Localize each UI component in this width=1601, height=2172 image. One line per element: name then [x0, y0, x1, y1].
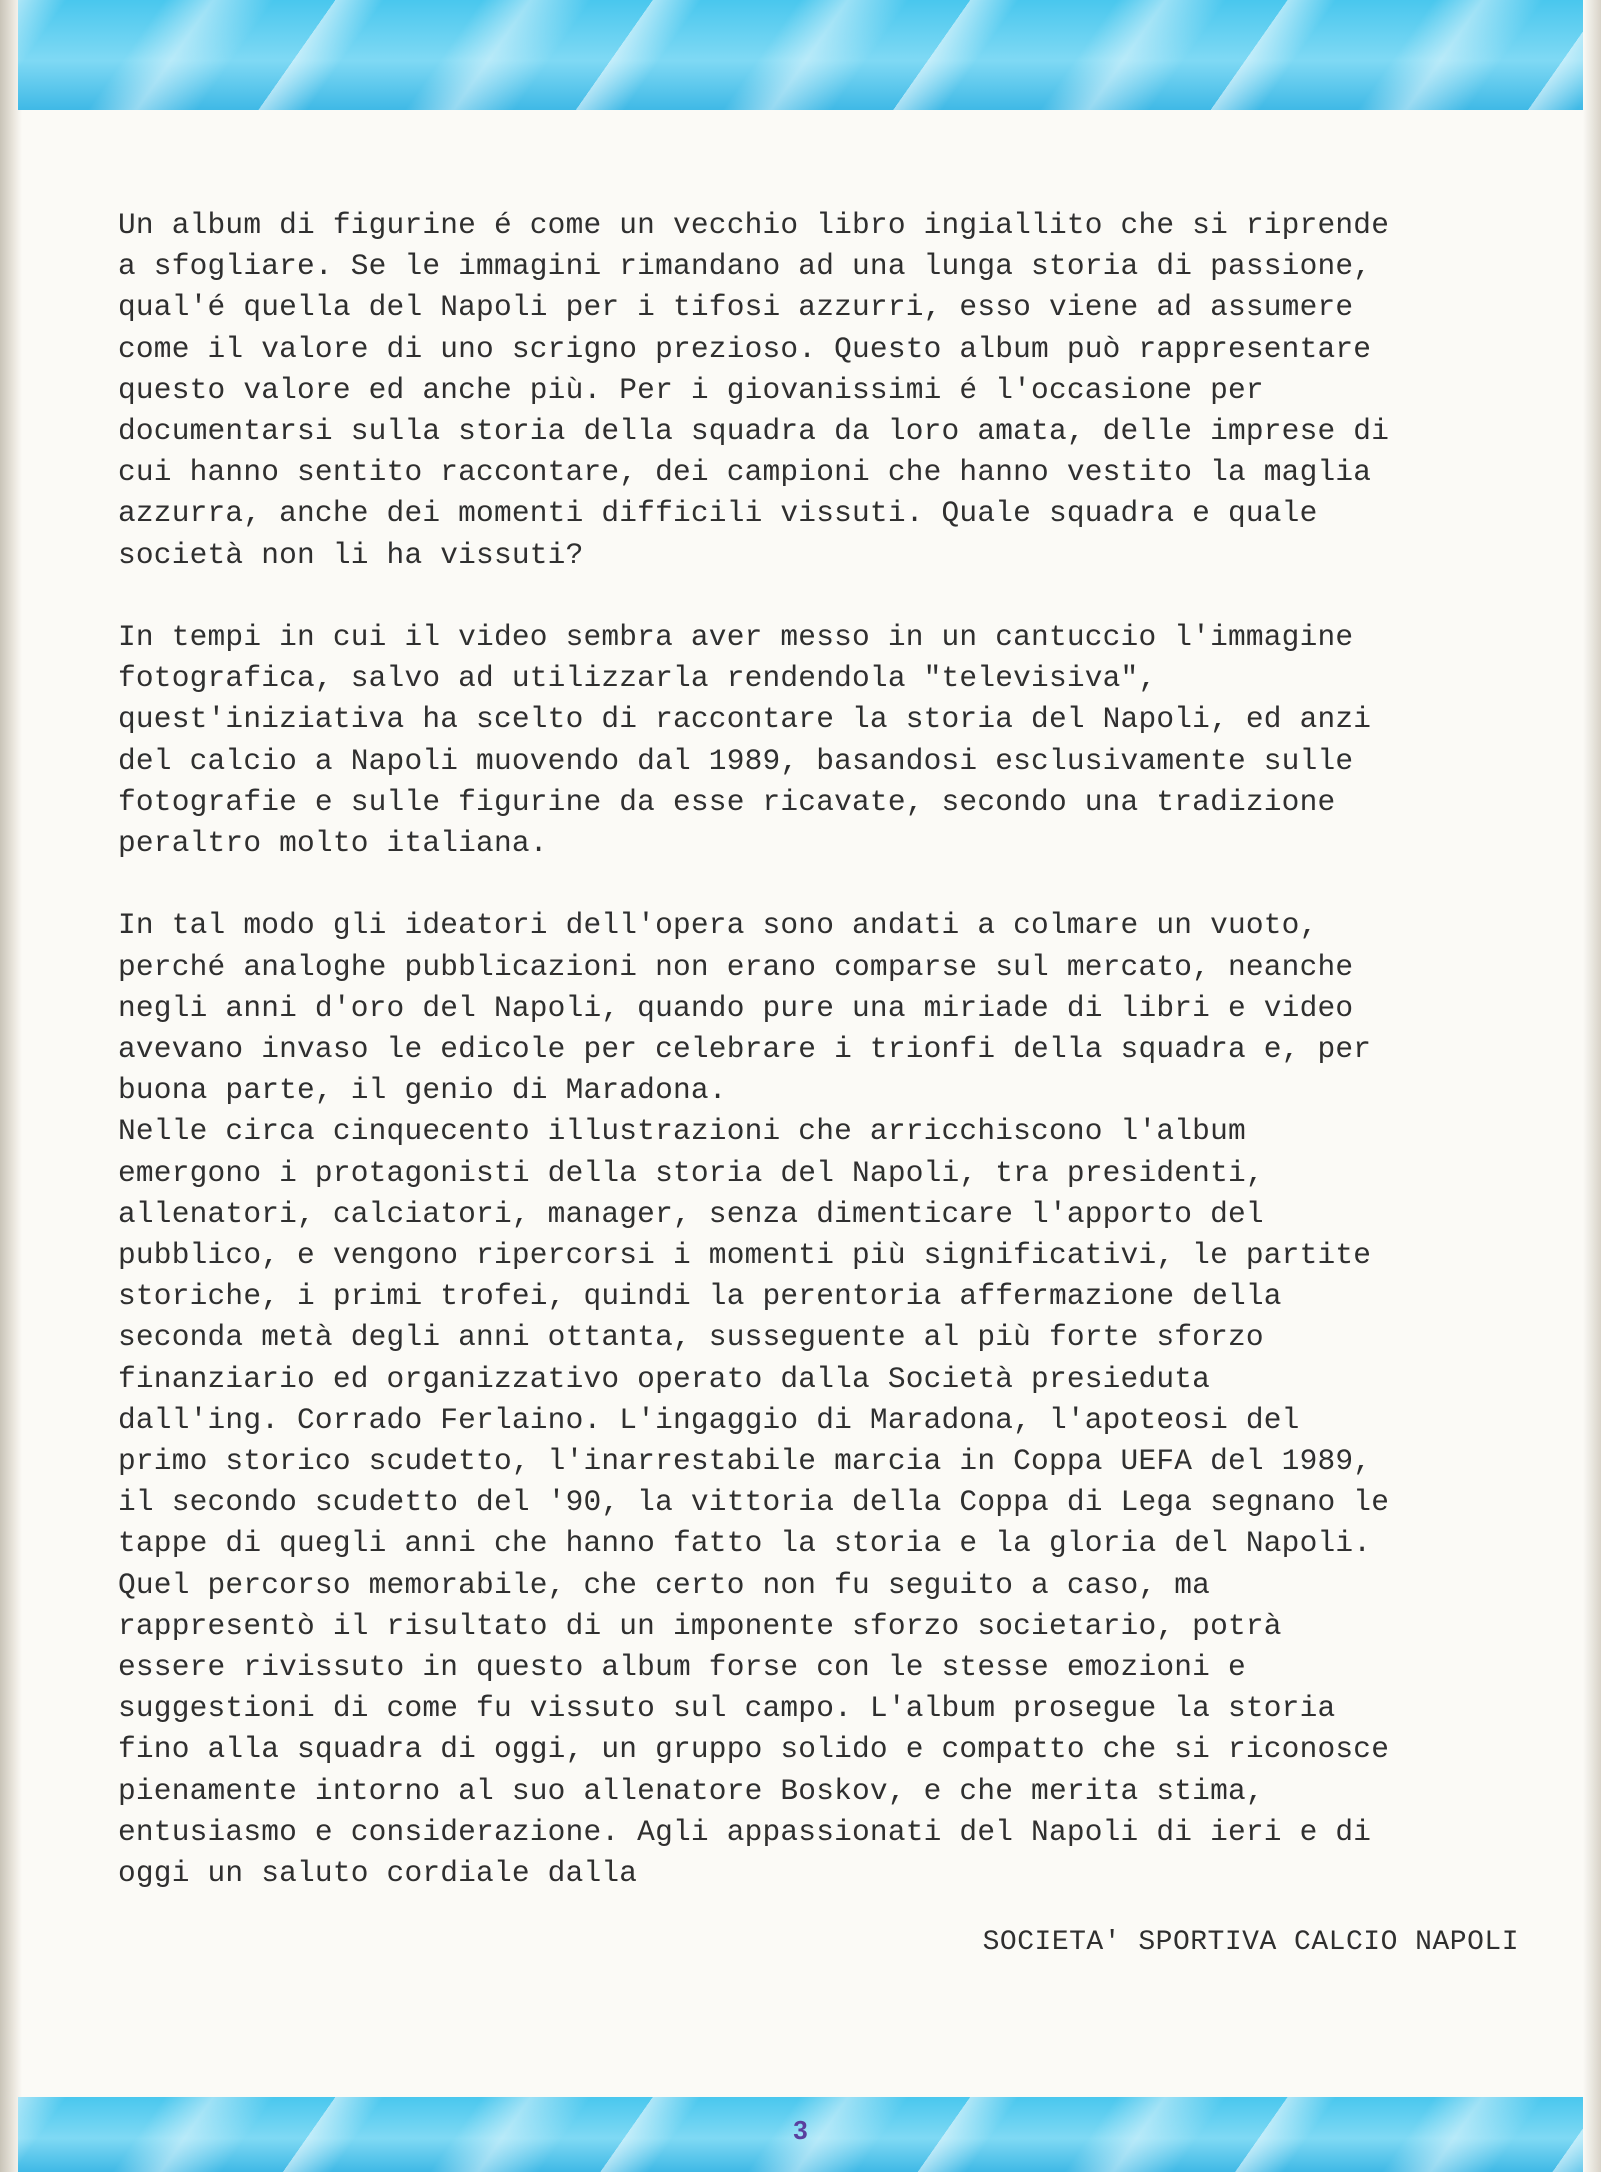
paragraph-gap [118, 864, 1538, 905]
text-line: a sfogliare. Se le immagini rimandano ad una lunga storia di passione, [118, 249, 1372, 284]
text-line: buona parte, il genio di Maradona. [118, 1073, 727, 1108]
text-line: Nelle circa cinquecento illustrazioni che arricchiscono l'album [118, 1114, 1246, 1149]
text-line: azzurra, anche dei momenti difficili vissuti. Quale squadra e quale [118, 496, 1318, 531]
text-line: In tal modo gli ideatori dell'opera sono andati a colmare un vuoto, [118, 908, 1318, 943]
text-line: rappresentò il risultato di un imponente sforzo societario, potrà [118, 1608, 1282, 1643]
bottom-decorative-band [18, 2097, 1583, 2172]
text-line: del calcio a Napoli muovendo dal 1989, basandosi esclusivamente sulle [118, 743, 1354, 778]
text-line: società non li ha vissuti? [118, 537, 584, 572]
text-line: Un album di figurine é come un vecchio libro ingiallito che si riprende [118, 208, 1390, 242]
signature: SOCIETA' SPORTIVA CALCIO NAPOLI [982, 1927, 1519, 1958]
top-decorative-band [18, 0, 1583, 110]
text-line: peraltro molto italiana. [118, 826, 548, 861]
paragraph-1 [118, 205, 1538, 576]
text-line: essere rivissuto in questo album forse con le stesse emozioni e [118, 1650, 1246, 1685]
text-line: pienamente intorno al suo allenatore Boskov, e che merita stima, [118, 1773, 1264, 1808]
text-line: cui hanno sentito raccontare, dei campioni che hanno vestito la maglia [118, 455, 1372, 490]
text-line: finanziario ed organizzativo operato dalla Società presieduta [118, 1361, 1211, 1396]
text-line: avevano invaso le edicole per celebrare i trionfi della squadra e, per [118, 1032, 1372, 1067]
text-line: Quel percorso memorabile, che certo non fu seguito a caso, ma [118, 1567, 1211, 1602]
text-line: emergono i protagonisti della storia del Napoli, tra presidenti, [118, 1155, 1264, 1190]
text-line: negli anni d'oro del Napoli, quando pure una miriade di libri e video [118, 990, 1354, 1025]
text-line: pubblico, e vengono ripercorsi i momenti più significativi, le partite [118, 1238, 1372, 1273]
text-line: fotografie e sulle figurine da esse ricavate, secondo una tradizione [118, 784, 1336, 819]
text-line: In tempi in cui il video sembra aver messo in un cantuccio l'immagine [118, 620, 1354, 655]
text-line: fino alla squadra di oggi, un gruppo solido e compatto che si riconosce [118, 1732, 1390, 1767]
text-line: oggi un saluto cordiale dalla [118, 1856, 638, 1891]
text-line: dall'ing. Corrado Ferlaino. L'ingaggio di Maradona, l'apoteosi del [118, 1402, 1300, 1437]
text-line: fotografica, salvo ad utilizzarla rendendola "televisiva", [118, 661, 1157, 696]
text-line: seconda metà degli anni ottanta, susseguente al più forte sforzo [118, 1320, 1264, 1355]
text-line: allenatori, calciatori, manager, senza dimenticare l'apporto del [118, 1196, 1264, 1231]
paragraph-gap [118, 576, 1538, 617]
page-number: 3 [793, 2115, 808, 2145]
text-line: primo storico scudetto, l'inarrestabile marcia in Coppa UEFA del 1989, [118, 1444, 1372, 1479]
text-line: tappe di quegli anni che hanno fatto la storia e la gloria del Napoli. [118, 1526, 1372, 1561]
text-line: il secondo scudetto del '90, la vittoria della Coppa di Lega segnano le [118, 1485, 1390, 1520]
text-line: documentarsi sulla storia della squadra da loro amata, delle imprese di [118, 414, 1390, 449]
body-text [118, 205, 1538, 1894]
paragraph-2 [118, 617, 1538, 864]
paragraph-3 [118, 905, 1538, 1894]
text-line: entusiasmo e considerazione. Agli appassionati del Napoli di ieri e di [118, 1814, 1372, 1849]
text-line: suggestioni di come fu vissuto sul campo. L'album prosegue la storia [118, 1691, 1336, 1726]
text-line: perché analoghe pubblicazioni non erano comparse sul mercato, neanche [118, 949, 1354, 984]
text-line: quest'iniziativa ha scelto di raccontare la storia del Napoli, ed anzi [118, 702, 1372, 737]
text-line: questo valore ed anche più. Per i giovanissimi é l'occasione per [118, 372, 1264, 407]
page-right-edge [1583, 0, 1601, 2172]
text-line: come il valore di uno scrigno prezioso. Questo album può rappresentare [118, 331, 1372, 366]
text-line: qual'é quella del Napoli per i tifosi azzurri, esso viene ad assumere [118, 290, 1354, 325]
text-line: storiche, i primi trofei, quindi la perentoria affermazione della [118, 1279, 1282, 1314]
page-binding-edge [0, 0, 22, 2172]
